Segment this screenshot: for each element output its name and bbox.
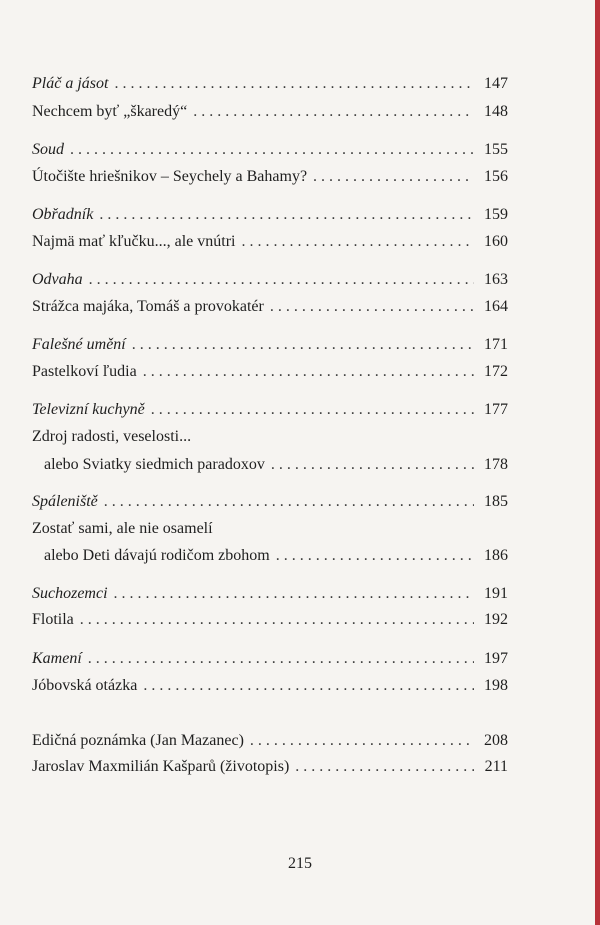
toc-entry[interactable]: [32, 674, 508, 698]
toc-entry-page: 191: [484, 585, 508, 602]
toc-entry-page: 163: [484, 271, 508, 288]
toc-entry-title: alebo Deti dávajú rodičom zbohom: [44, 547, 270, 564]
toc-entry[interactable]: [32, 72, 508, 96]
toc-entry-page: 147: [484, 75, 508, 92]
dot-leader: [270, 295, 474, 319]
toc-entry[interactable]: [32, 755, 508, 779]
dot-leader: [242, 230, 475, 254]
toc-entry-title: Televizní kuchyně: [32, 401, 145, 418]
toc-entry[interactable]: [32, 203, 508, 227]
toc-entry-title: Obřadník: [32, 206, 94, 223]
toc-entry[interactable]: [32, 398, 508, 422]
toc-entry-page: 197: [484, 650, 508, 667]
dot-leader: [80, 608, 474, 632]
toc-entry-page: 159: [484, 206, 508, 223]
toc-entry-page: 160: [484, 233, 508, 250]
toc-entry-page: 192: [484, 611, 508, 628]
dot-leader: [114, 582, 474, 606]
toc-entry[interactable]: [32, 230, 508, 254]
toc-entry-title: Jaroslav Maxmilián Kašparů (životopis): [32, 758, 290, 775]
toc-entry[interactable]: [32, 100, 508, 124]
toc-entry-page: 148: [484, 103, 508, 120]
toc-entry-page: 155: [484, 141, 508, 158]
toc-entry[interactable]: [32, 138, 508, 162]
toc-entry-title: Najmä mať kľučku..., ale vnútri: [32, 233, 236, 250]
dot-leader: [104, 490, 474, 514]
dot-leader: [143, 360, 474, 384]
dot-leader: [276, 544, 474, 568]
toc-entry-title: Jóbovská otázka: [32, 677, 138, 694]
toc-entry[interactable]: [32, 165, 508, 189]
toc-entry[interactable]: [32, 729, 508, 753]
toc-entry-page: 178: [484, 456, 508, 473]
dot-leader: [88, 647, 474, 671]
toc-entry-page: 211: [484, 758, 508, 775]
dot-leader: [70, 138, 474, 162]
toc-entry[interactable]: [32, 360, 508, 384]
dot-leader: [295, 755, 474, 779]
toc-entry[interactable]: [32, 333, 508, 357]
dot-leader: [250, 729, 474, 753]
toc-entry[interactable]: [32, 268, 508, 292]
toc-entry-title: Spáleniště: [32, 493, 98, 510]
page-edge-stripe: [595, 0, 600, 925]
dot-leader: [271, 453, 474, 477]
toc-entry[interactable]: [32, 608, 508, 632]
toc-entry-page: 172: [484, 363, 508, 380]
toc-entry-page: 198: [484, 677, 508, 694]
toc-entry-page: 171: [484, 336, 508, 353]
toc-entry-title[interactable]: Zostať sami, ale nie osamelí: [32, 520, 213, 537]
dot-leader: [193, 100, 474, 124]
toc-entry[interactable]: [32, 544, 508, 568]
dot-leader: [151, 398, 474, 422]
dot-leader: [132, 333, 474, 357]
toc-entry-title: Suchozemci: [32, 585, 108, 602]
dot-leader: [143, 674, 474, 698]
toc-entry-title: alebo Sviatky siedmich paradoxov: [44, 456, 265, 473]
toc-entry[interactable]: [32, 582, 508, 606]
toc-entry[interactable]: [32, 490, 508, 514]
toc-entry[interactable]: [32, 453, 508, 477]
toc-entry-page: 186: [484, 547, 508, 564]
toc-entry-title: Útočište hriešnikov – Seychely a Bahamy?: [32, 168, 308, 185]
dot-leader: [89, 268, 474, 292]
toc-entry-page: 177: [484, 401, 508, 418]
toc-entry-title: Kamení: [32, 650, 82, 667]
toc-entry-title: Odvaha: [32, 271, 83, 288]
page-number: 215: [288, 855, 312, 872]
toc-entry-title: Pláč a jásot: [32, 75, 109, 92]
toc-entry-page: 185: [484, 493, 508, 510]
dot-leader: [114, 72, 474, 96]
toc-entry-title: Flotila: [32, 611, 74, 628]
toc-entry-title: Pastelkoví ľudia: [32, 363, 137, 380]
toc-entry[interactable]: [32, 647, 508, 671]
dot-leader: [99, 203, 474, 227]
toc-entry-title: Edičná poznámka (Jan Mazanec): [32, 732, 244, 749]
toc-entry-title: Strážca majáka, Tomáš a provokatér: [32, 298, 264, 315]
toc-entry-title: Falešné umění: [32, 336, 126, 353]
toc-entry-title: Soud: [32, 141, 64, 158]
toc-entry-page: 156: [484, 168, 508, 185]
toc-entry-title[interactable]: Zdroj radosti, veselosti...: [32, 428, 192, 445]
toc-entry-page: 164: [484, 298, 508, 315]
toc-entry-title: Nechcem byť „škaredý“: [32, 103, 188, 120]
dot-leader: [313, 165, 474, 189]
toc-entry-page: 208: [484, 732, 508, 749]
toc-entry[interactable]: [32, 295, 508, 319]
